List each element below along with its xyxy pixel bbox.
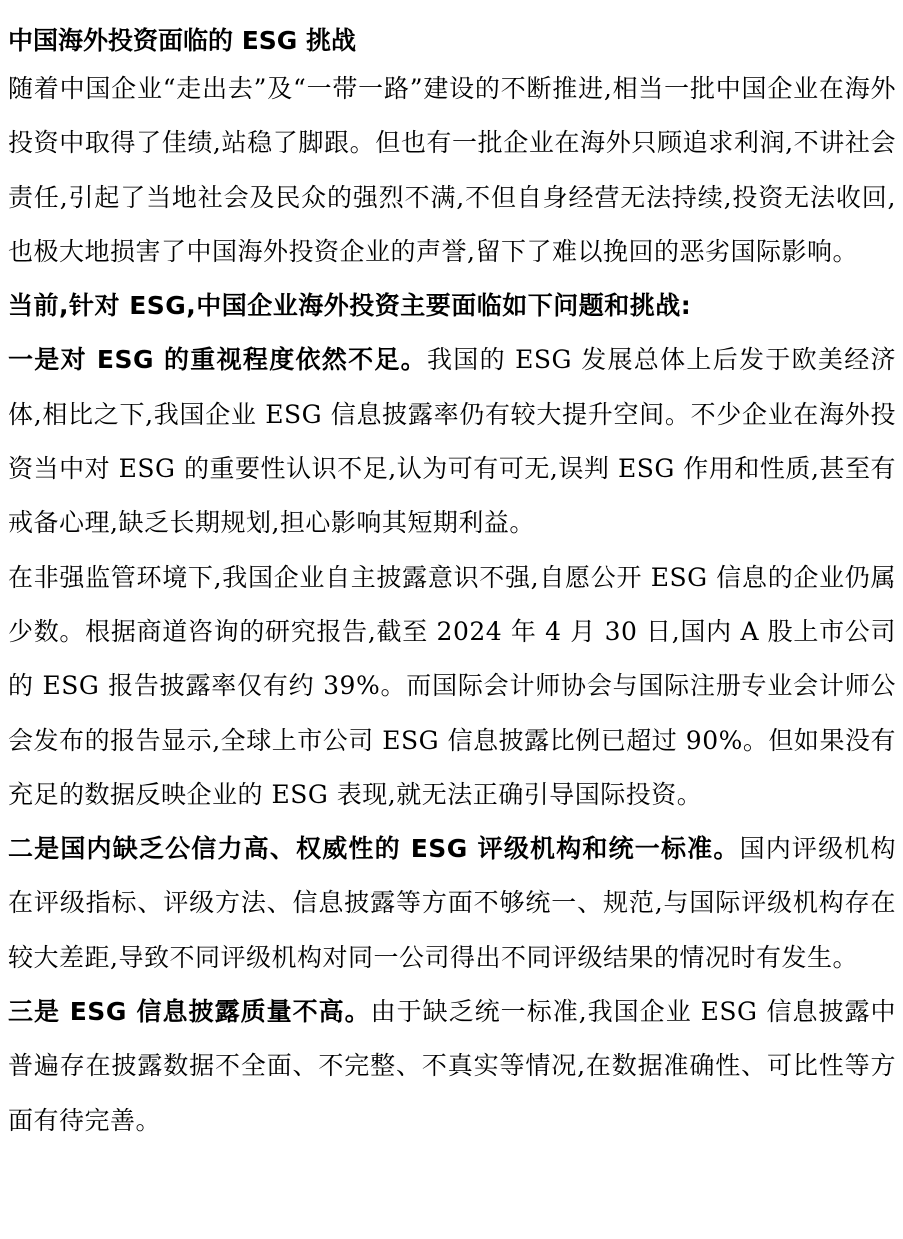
document-body [8,20,896,1148]
intro-paragraph: 随着中国企业“走出去”及“一带一路”建设的不断推进,相当一批中国企业在海外投资中取得了佳绩,站稳了脚跟。但也有一批企业在海外只顾追求利润,不讲社会责任,引起了当地社会及民众的强烈不满,不但自身经营无法持续,投资无法收回,也极大地损害了中国海外投资企业的声誉,留下了难以挽回的恶劣国际影响。 [8,74,896,266]
point-3-lead: 三是 ESG 信息披露质量不高。 [8,997,371,1027]
point-1-body: 我国的 ESG 发展总体上后发于欧美经济体,相比之下,我国企业 ESG 信息披露率仍有较大提升空间。不少企业在海外投资当中对 ESG 的重要性认识不足,认为可有可无,误判 ESG 作用和性质,甚至有戒备心理,缺乏长期规划,担心影响其短期利益。 [8,345,896,538]
point-2-paragraph [8,822,896,985]
point-1-lead: 一是对 ESG 的重视程度依然不足。 [8,345,427,375]
point-2-body: 国内评级机构在评级指标、评级方法、信息披露等方面不够统一、规范,与国际评级机构存在较大差距,导致不同评级机构对同一公司得出不同评级结果的情况时有发生。 [8,834,896,972]
point-1-paragraph [8,333,896,550]
document-title: 中国海外投资面临的 ESG 挑战 [8,26,357,55]
point-2-lead: 二是国内缺乏公信力高、权威性的 ESG 评级机构和统一标准。 [8,834,740,864]
point-3-paragraph [8,985,896,1148]
point-3-body: 由于缺乏统一标准,我国企业 ESG 信息披露中普遍存在披露数据不全面、不完整、不真实等情况,在数据准确性、可比性等方面有待完善。 [8,997,896,1135]
challenges-intro: 当前,针对 ESG,中国企业海外投资主要面临如下问题和挑战: [8,291,692,321]
point-1-detail-paragraph: 在非强监管环境下,我国企业自主披露意识不强,自愿公开 ESG 信息的企业仍属少数。根据商道咨询的研究报告,截至 2024 年 4 月 30 日,国内 A 股上市公司的 ESG 报告披露率仅有约 39%。而国际会计师协会与国际注册专业会计师公会发布的报告显示,全球上市公司 ESG 信息披露比例已超过 90%。但如果没有充足的数据反映企业的 ESG 表现,就无法正确引导国际投资。 [8,562,896,809]
